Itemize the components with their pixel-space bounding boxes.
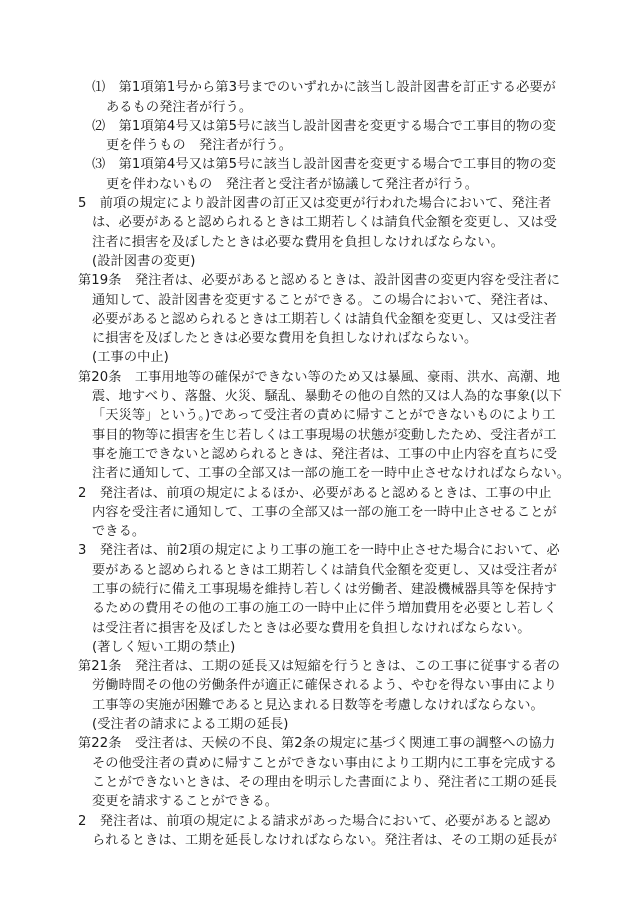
text-line: 工事の続行に備え工事現場を維持し若しくは労働者、建設機械器具等を保持す: [92, 582, 558, 597]
text-line: 「天災等」という。)であって受注者の責めに帰すことができないものにより工: [92, 408, 556, 423]
text-line: られるときは、工期を延長しなければならない。発注者は、その工期の延長が: [92, 833, 558, 848]
text-line: ⑶ 第1項第4号又は第5号に該当し設計図書を変更する場合で工事目的物の変: [92, 157, 556, 172]
text-line: るための費用その他の工事の施工の一時中止に伴う増加費用を必要とし若しく: [92, 601, 558, 616]
text-line: 事を施工できないと認められるときは、発注者は、工事の中止内容を直ちに受: [92, 447, 558, 462]
text-line: 工事等の実施が困難であると見込まれる日数等を考慮しなければならない。: [92, 698, 544, 713]
text-line: に損害を及ぼしたときは必要な費用を負担しなければならない。: [92, 331, 478, 346]
text-line: 労働時間その他の労働条件が適正に確保されるよう、やむを得ない事由により: [92, 678, 558, 693]
text-line: 注者に損害を及ぼしたときは必要な費用を負担しなければならない。: [92, 235, 504, 250]
section-heading: (受注者の請求による工期の延長): [92, 717, 289, 732]
text-line: 注者に通知して、工事の全部又は一部の施工を一時中止させなければならない。: [92, 466, 571, 481]
text-line: 要があると認められるときは工期若しくは請負代金額を変更し、又は受注者が: [92, 563, 558, 578]
text-line: 3 発注者は、前2項の規定により工事の施工を一時中止させた場合において、必: [78, 543, 560, 558]
text-line: あるもの発注者が行う。: [106, 100, 253, 115]
text-line: 5 前項の規定により設計図書の訂正又は変更が行われた場合において、発注者: [78, 196, 552, 211]
text-line: 事目的物等に損害を生じ若しくは工事現場の状態が変動したため、受注者が工: [92, 428, 557, 443]
text-line: できる。: [92, 524, 146, 539]
text-line: 更を伴うもの 発注者が行う。: [106, 138, 293, 153]
text-line: 第20条 工事用地等の確保ができない等のため又は暴風、豪雨、洪水、高潮、地: [78, 370, 561, 385]
text-line: は、必要があると認められるときは工期若しくは請負代金額を変更し、又は受: [92, 215, 558, 230]
text-line: 第21条 発注者は、工期の延長又は短縮を行うときは、この工事に従事する者の: [78, 659, 561, 674]
text-line: 通知して、設計図書を変更することができる。この場合において、発注者は、: [92, 293, 557, 308]
text-line: 震、地すべり、落盤、火災、騒乱、暴動その他の自然的又は人為的な事象(以下: [92, 389, 563, 404]
section-heading: (工事の中止): [92, 350, 169, 365]
text-line: 第19条 発注者は、必要があると認めるときは、設計図書の変更内容を受注者に: [78, 273, 561, 288]
text-line: 内容を受注者に通知して、工事の全部又は一部の施工を一時中止させることが: [92, 505, 557, 520]
text-line: 更を伴わないもの 発注者と受注者が協議して発注者が行う。: [106, 177, 479, 192]
text-line: 第22条 受注者は、天候の不良、第2条の規定に基づく関連工事の調整への協力: [78, 736, 556, 751]
text-line: 必要があると認められるときは工期若しくは請負代金額を変更し、又は受注者: [92, 312, 558, 327]
text-line: 2 発注者は、前項の規定による請求があった場合において、必要があると認め: [78, 814, 552, 829]
text-line: 変更を請求することができる。: [92, 794, 279, 809]
text-line: ⑴ 第1項第1号から第3号までのいずれかに該当し設計図書を訂正する必要が: [92, 80, 556, 95]
text-line: その他受注者の責めに帰すことができない事由により工期内に工事を完成する: [92, 756, 558, 771]
text-line: ⑵ 第1項第4号又は第5号に該当し設計図書を変更する場合で工事目的物の変: [92, 119, 556, 134]
text-line: ことができないときは、その理由を明示した書面により、発注者に工期の延長: [92, 775, 558, 790]
section-heading: (設計図書の変更): [92, 254, 196, 269]
text-line: 2 発注者は、前項の規定によるほか、必要があると認めるときは、工事の中止: [78, 486, 552, 501]
section-heading: (著しく短い工期の禁止): [92, 640, 236, 655]
text-line: は受注者に損害を及ぼしたときは必要な費用を負担しなければならない。: [92, 621, 531, 636]
